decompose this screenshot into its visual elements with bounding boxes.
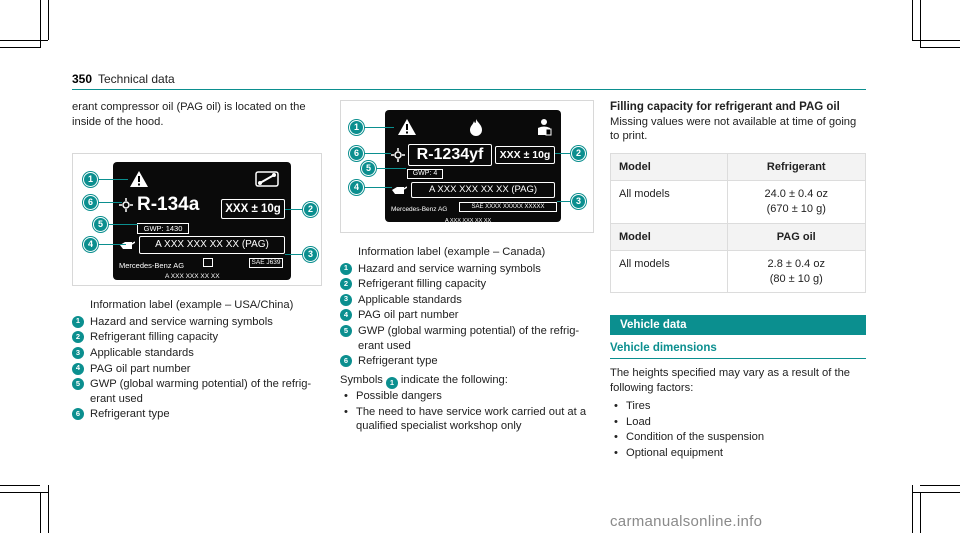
- crop-mark: [920, 47, 960, 48]
- filling-capacity-table: [610, 153, 866, 294]
- list-item: 5 GWP (global warming potential) of the refrig-erant used: [340, 324, 590, 353]
- number-badge: 2: [340, 278, 352, 290]
- column-right: [610, 100, 866, 462]
- table-row: [611, 181, 866, 223]
- label-figure-canada: [340, 100, 594, 233]
- crop-mark: [48, 0, 49, 40]
- callout-6: 6: [83, 195, 98, 210]
- missing-values-note: Missing values were not available at time of going to print.: [610, 115, 857, 143]
- bullet-item: • Optional equipment: [614, 446, 724, 459]
- list-item: 3 Applicable standards: [340, 293, 590, 308]
- crop-mark: [0, 485, 40, 486]
- column-left: [72, 100, 322, 423]
- filling-capacity-heading: Filling capacity for refrigerant and PAG oil: [610, 101, 840, 113]
- standard-box: SAE J639: [249, 258, 283, 268]
- list-item: 6 Refrigerant type: [340, 354, 590, 369]
- callout-4: 4: [349, 180, 364, 195]
- number-badge: 5: [340, 325, 352, 337]
- header-rule: [72, 89, 866, 90]
- number-badge: 5: [72, 378, 84, 390]
- table-header-model: Model: [611, 223, 728, 251]
- number-badge: 1: [72, 316, 84, 328]
- label-code: A XXX XXX XX XX: [165, 273, 220, 281]
- figure-caption: Information label (example – Canada): [358, 246, 546, 258]
- snowflake-icon: [119, 198, 133, 212]
- flame-icon: [469, 118, 483, 136]
- callout-4: 4: [83, 237, 98, 252]
- refrigerant-type: R-134a: [137, 194, 200, 216]
- table-header-pag-oil: PAG oil: [727, 223, 866, 251]
- table-cell-model: All models: [611, 181, 728, 223]
- callout-leader: [98, 179, 128, 180]
- list-item: 2 Refrigerant filling capacity: [340, 277, 590, 292]
- information-label: [113, 162, 291, 280]
- service-manual-icon: [535, 118, 553, 136]
- figure-caption: Information label (example – USA/China): [90, 299, 294, 312]
- callout-leader: [285, 209, 303, 210]
- number-badge: 6: [340, 355, 352, 367]
- number-badge: 2: [72, 331, 84, 343]
- callout-6: 6: [349, 146, 364, 161]
- watermark: carmanualsonline.info: [610, 513, 763, 530]
- list-item: 1 Hazard and service warning symbols: [340, 262, 590, 277]
- information-label: [385, 110, 561, 222]
- callout-leader: [98, 202, 122, 203]
- manufacturer-text: Mercedes-Benz AG: [391, 206, 448, 213]
- crop-mark: [48, 485, 49, 533]
- crop-mark: [920, 485, 960, 486]
- number-badge: 3: [340, 294, 352, 306]
- list-item: 1 Hazard and service warning symbols: [72, 315, 322, 330]
- symbols-note: Symbols 1 indicate the following:: [340, 373, 590, 389]
- number-badge: 6: [72, 408, 84, 420]
- crop-mark: [0, 47, 40, 48]
- column-middle: [340, 100, 590, 435]
- list-item: 2 Refrigerant filling capacity: [72, 330, 322, 345]
- callout-leader: [364, 127, 394, 128]
- number-badge: 3: [72, 347, 84, 359]
- list-item: 4 PAG oil part number: [340, 308, 590, 323]
- oil-part-number-box: A XXX XXX XX XX (PAG): [139, 236, 285, 254]
- callout-leader: [555, 153, 571, 154]
- intro-text: erant compressor oil (PAG oil) is located on the inside of the hood.: [72, 101, 306, 128]
- list-item: 3 Applicable standards: [72, 346, 322, 361]
- crop-mark: [912, 0, 913, 40]
- subsection-title: Vehicle dimensions: [610, 341, 866, 359]
- crop-mark: [912, 40, 960, 41]
- page-section-title: Technical data: [98, 72, 175, 86]
- refrigerant-amount-box: XXX ± 10g: [221, 199, 285, 219]
- table-cell-refrigerant: 24.0 ± 0.4 oz (670 ± 10 g): [727, 181, 866, 223]
- table-cell-pag-oil: 2.8 ± 0.4 oz (80 ± 10 g): [727, 251, 866, 293]
- warning-triangle-icon: [129, 170, 149, 188]
- gwp-box: GWP: 4: [407, 169, 443, 179]
- table-cell-model: All models: [611, 251, 728, 293]
- callout-leader: [376, 168, 406, 169]
- manufacturer-text: Mercedes-Benz AG: [119, 261, 185, 271]
- callout-leader: [98, 244, 126, 245]
- number-badge: 4: [340, 309, 352, 321]
- list-item: 6 Refrigerant type: [72, 407, 322, 422]
- table-header-refrigerant: Refrigerant: [727, 153, 866, 181]
- service-wrench-icon: [255, 171, 279, 187]
- callout-1: 1: [349, 120, 364, 135]
- list-item: 4 PAG oil part number: [72, 362, 322, 377]
- oil-can-icon: [119, 239, 135, 251]
- number-badge: 1: [340, 263, 352, 275]
- crop-mark: [40, 492, 41, 533]
- callout-leader: [364, 153, 391, 154]
- list-item: 5 GWP (global warming potential) of the refrig-erant used: [72, 377, 322, 406]
- callout-3: 3: [303, 247, 318, 262]
- section-title-bar: Vehicle data: [610, 315, 866, 335]
- oil-part-number-box: A XXX XXX XX XX (PAG): [411, 182, 555, 198]
- bullet-item: • Possible dangers: [344, 390, 442, 403]
- callout-5: 5: [93, 217, 108, 232]
- table-row: [611, 251, 866, 293]
- callout-leader: [108, 224, 138, 225]
- table-header-model: Model: [611, 153, 728, 181]
- callout-3: 3: [571, 194, 586, 209]
- refrigerant-type-box: R-1234yf: [408, 144, 492, 166]
- standard-box: SAE XXXX XXXXX XXXXX: [459, 202, 557, 212]
- callout-leader: [557, 201, 571, 202]
- callout-1: 1: [83, 172, 98, 187]
- crop-mark: [920, 492, 921, 533]
- label-figure-usa: [72, 153, 322, 286]
- callout-2: 2: [303, 202, 318, 217]
- oil-can-icon: [391, 184, 407, 196]
- book-icon: [203, 258, 213, 267]
- callout-2: 2: [571, 146, 586, 161]
- bullet-item: • Condition of the suspension: [614, 431, 765, 444]
- bullet-item: • Tires: [614, 400, 651, 413]
- label-code: A XXX XXX XX XX: [445, 218, 492, 222]
- callout-5: 5: [361, 161, 376, 176]
- page-number: 350: [72, 72, 93, 86]
- refrigerant-amount-box: XXX ± 10g: [495, 146, 555, 164]
- gwp-box: GWP: 1430: [137, 223, 189, 234]
- number-badge: 4: [72, 363, 84, 375]
- dimensions-paragraph: The heights specified may vary as a result of the following factors:: [610, 366, 851, 394]
- table-row: [611, 223, 866, 251]
- factors-list: [610, 399, 866, 460]
- table-row: [611, 153, 866, 181]
- snowflake-icon: [391, 148, 405, 162]
- number-badge: 1: [386, 377, 398, 389]
- bullet-item: • The need to have service work carried out at a qualified specialist workshop only: [344, 405, 587, 433]
- crop-mark: [0, 40, 48, 41]
- callout-leader: [364, 187, 392, 188]
- bullet-item: • Load: [614, 415, 651, 428]
- callout-leader: [285, 254, 303, 255]
- warning-triangle-icon: [397, 118, 417, 136]
